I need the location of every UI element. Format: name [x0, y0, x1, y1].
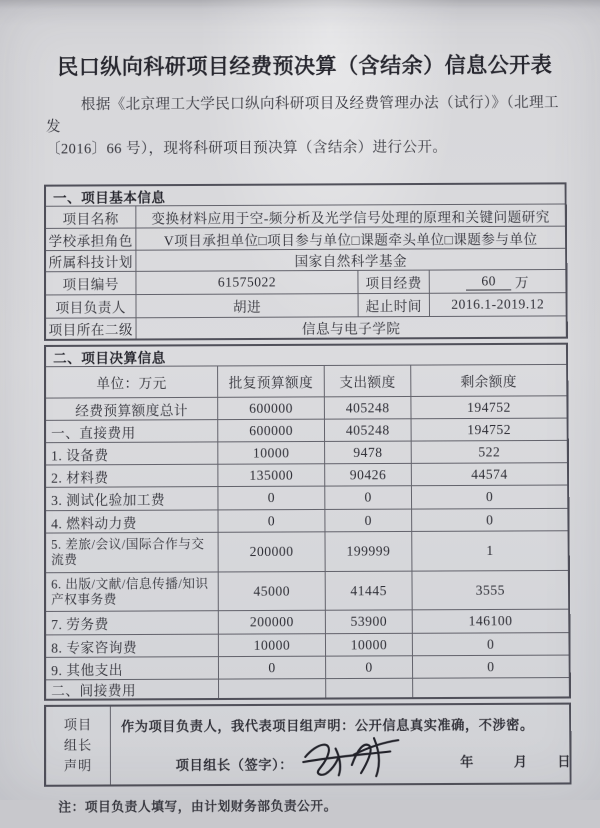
table-row [46, 269, 565, 294]
leader-value: 胡进 [135, 294, 357, 317]
budget-amount: 60 [466, 273, 511, 290]
budget-cell: 0 [218, 657, 325, 679]
year-label: 年 [460, 754, 474, 770]
remain-cell: 194752 [411, 419, 567, 441]
spent-cell: 405248 [324, 397, 411, 419]
basic-info-table [44, 182, 568, 341]
table-row [46, 292, 566, 317]
table-row [46, 655, 569, 680]
declaration-statement: 作为项目负责人，我代表项目组声明：公开信息真实准确，不涉密。 [120, 717, 534, 735]
spent-cell: 10000 [325, 634, 412, 656]
spent-cell: 199999 [324, 532, 411, 571]
row-label-cell: 2. 材料费 [51, 469, 109, 486]
handwritten-signature [301, 734, 407, 782]
budget-cell: 10000 [218, 634, 325, 656]
row-label-cell: 8. 专家咨询费 [51, 639, 138, 656]
row-label-cell: 一、直接费用 [51, 425, 136, 441]
remain-cell: 1 [411, 531, 568, 570]
school-value: 信息与电子学院 [136, 316, 566, 338]
spent-cell: 9478 [324, 442, 411, 464]
remain-cell: 146100 [412, 610, 569, 633]
spent-cell: 405248 [324, 419, 411, 441]
settlement-section-title: 二、项目决算信息 [53, 349, 166, 366]
spent-cell: 90426 [324, 464, 411, 486]
settlement-table [44, 343, 571, 701]
approved-budget-header: 批复预算额度 [217, 366, 324, 397]
spent-cell: 53900 [325, 610, 412, 633]
table-row [46, 609, 568, 635]
project-name-value: 变换材料应用于空-频分析及光学信号处理的原理和关键问题研究 [135, 204, 565, 227]
table-row [46, 632, 568, 657]
row-label-cell: 1. 设备费 [51, 447, 109, 463]
row-label-cell: 6. 出版/文献/信息传播/知识产权事务费 [51, 576, 209, 607]
plan-value: 国家自然科学基金 [135, 249, 565, 271]
period-label: 起止时间 [358, 294, 429, 317]
project-number-value: 61575022 [135, 271, 357, 294]
remain-cell: 44574 [411, 463, 567, 485]
remain-cell: 194752 [410, 396, 566, 418]
intro-paragraph [46, 92, 564, 161]
spent-cell: 0 [324, 510, 411, 532]
table-row [46, 203, 565, 227]
role-label: 学校承担角色 [48, 233, 133, 249]
table-row [46, 570, 568, 611]
plan-label: 所属科技计划 [48, 254, 133, 271]
settlement-section-header-row [46, 345, 566, 366]
budget-cell [218, 679, 325, 698]
declaration-label-line2: 组长 [63, 737, 93, 753]
row-label-cell: 经费预算额度总计 [75, 402, 189, 419]
remain-cell: 0 [412, 633, 569, 655]
budget-label: 项目经费 [357, 271, 428, 294]
budget-value-cell [429, 270, 566, 293]
declaration-table [44, 703, 572, 787]
budget-cell: 135000 [217, 464, 324, 486]
table-row [46, 508, 567, 533]
declaration-label-line1: 项目 [63, 716, 93, 733]
remaining-header: 剩余额度 [410, 365, 566, 396]
budget-cell: 600000 [217, 420, 324, 442]
table-row [46, 462, 567, 487]
table-row [46, 485, 567, 511]
footnote: 注：项目负责人填写，由计划财务部负责公开。 [58, 798, 338, 815]
project-name-label: 项目名称 [62, 210, 119, 227]
project-number-label: 项目编号 [62, 276, 119, 293]
period-value: 2016.1-2019.12 [429, 293, 566, 316]
budget-cell: 200000 [218, 532, 325, 571]
table-row [46, 226, 565, 250]
role-checkbox-value: V项目承担单位□项目参与单位□课题牵头单位□课题参与单位 [135, 227, 565, 250]
day-label: 日 [557, 753, 572, 770]
row-label-cell: 9. 其他支出 [51, 662, 123, 678]
budget-cell: 200000 [218, 611, 325, 634]
leader-label: 项目负责人 [55, 300, 126, 316]
intro-line-1: 根据《北京理工大学民口纵向科研项目及经费管理办法（试行）》（北理工发 [46, 95, 559, 136]
spent-cell: 41445 [325, 572, 412, 610]
spent-header: 支出额度 [324, 366, 411, 397]
intro-line-2: 〔2016〕66 号），现将科研项目预决算（含结余）进行公开。 [46, 139, 448, 158]
table-row [46, 530, 568, 572]
remain-cell: 0 [411, 509, 567, 531]
row-label-cell: 7. 劳务费 [51, 616, 109, 633]
unit-header: 单位：万元 [96, 375, 167, 392]
basic-section-title: 一、项目基本信息 [53, 189, 166, 206]
document-content [44, 0, 572, 828]
table-row [46, 677, 569, 699]
table-row [46, 418, 567, 443]
declaration-row [46, 705, 570, 785]
signature-label: 项目组长（签字）： [175, 757, 294, 773]
table-row [46, 440, 567, 465]
remain-cell: 3555 [411, 571, 568, 609]
remain-cell: 522 [411, 441, 567, 463]
budget-cell: 0 [217, 510, 324, 532]
page-title: 民口纵向科研项目经费预决算（含结余）信息公开表 [57, 52, 553, 80]
basic-section-header-row [46, 184, 565, 205]
table-row [46, 395, 566, 420]
spent-cell: 0 [324, 486, 411, 509]
budget-cell: 600000 [217, 397, 324, 419]
month-label: 月 [513, 753, 528, 770]
declaration-label-line3: 声明 [63, 757, 93, 774]
declaration-body [110, 705, 570, 785]
remain-cell: 0 [412, 656, 569, 678]
budget-cell: 0 [217, 487, 324, 510]
row-label-cell: 5. 差旅/会议/国际合作与交流费 [51, 536, 205, 568]
remain-cell [412, 678, 569, 697]
row-label-cell: 3. 测试化验加工费 [51, 492, 166, 509]
school-label: 项目所在二级 [48, 322, 134, 338]
row-label-cell: 二、间接费用 [51, 683, 137, 699]
budget-cell: 10000 [217, 442, 324, 464]
spent-cell: 0 [325, 656, 412, 678]
budget-unit: 万 [514, 275, 529, 291]
row-label-cell: 4. 燃料动力费 [51, 515, 137, 531]
table-row [46, 315, 566, 338]
budget-cell: 45000 [218, 572, 325, 610]
table-row [46, 248, 565, 271]
declaration-label [46, 707, 110, 785]
settlement-header-row [46, 364, 566, 398]
remain-cell: 0 [411, 486, 567, 509]
spent-cell [325, 679, 412, 698]
